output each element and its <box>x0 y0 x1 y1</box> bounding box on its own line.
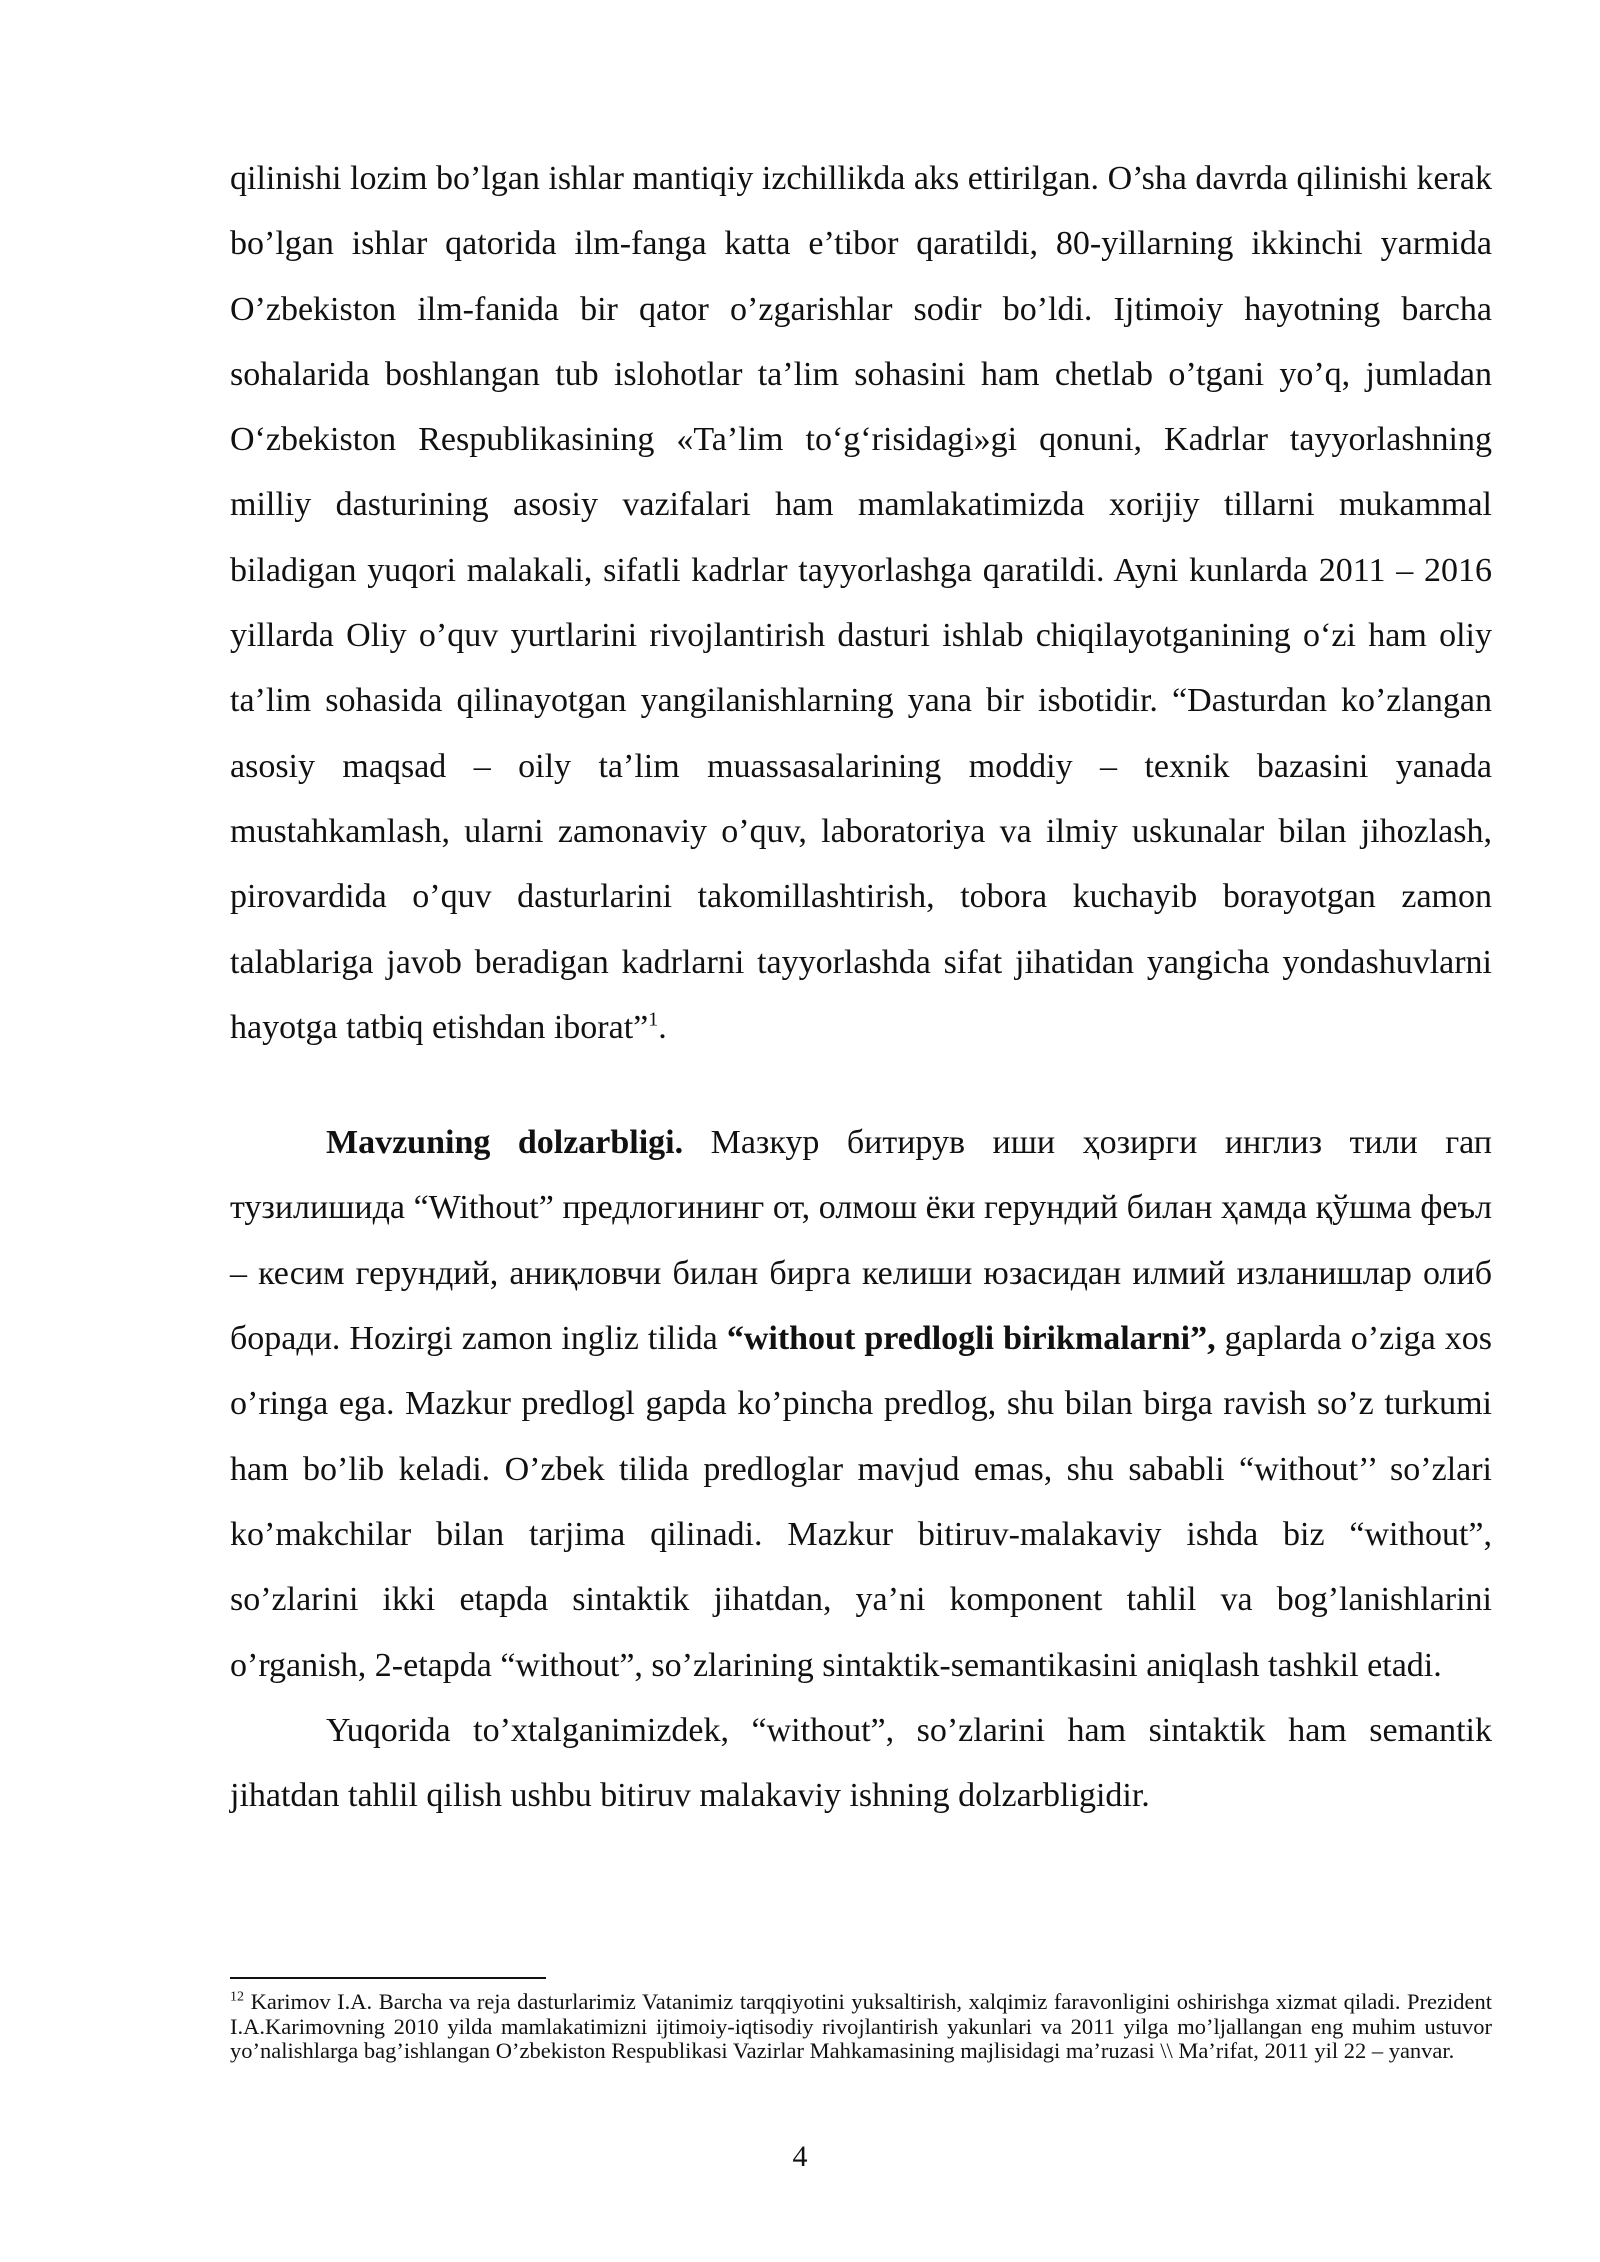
footnote-text: Karimov I.A. Barcha va reja dasturlarimiz Vatanimiz tarqqiyotini yuksaltirish, xalqimiz faravonligini oshirishga xizmat qiladi. Prezident I.A.Karimovning 2010 yilda mamlakatimizni ijtimoiy-iqtisodiy rivojlantirish yakunlari va 2011 yilga mo’ljallangan eng muhim ustuvor yo’nalishlarga bag’ishlangan O’zbekiston Respublikasi Vazirlar Mahkamasining majlisidagi ma’ruzasi \\ Ma’rifat, 2011 yil 22 – yanvar. <box>230 1989 1492 2063</box>
paragraph-relevance-text-a: Мазкур битирув иши ҳозирги инглиз тили гап тузилишида “Without” предлогининг от, олмош ёки герундий билан ҳамда қўшма феъл – кесим герундий, аниқловчи билан бирга келиши юзасидан илмий изланишлар олиб боради. Hozirgi zamon ingliz tilida <box>230 1124 1492 1358</box>
paragraph-conclusion: Yuqorida to’xtalganimizdek, “without”, so’zlarini ham sintaktik ham semantik jihatdan tahlil qilish ushbu bitiruv malakaviy ishning dolzarbligidir. <box>230 1711 1492 1815</box>
paragraph-relevance-text-b: gaplarda o’ziga xos o’ringa ega. Mazkur predlogl gapda ko’pincha predlog, shu bilan birga ravish so’z turkumi ham bo’lib keladi. O’zbek tilida predloglar mavjud emas, shu sababli “without’’ so’zlari ko’makchilar bilan tarjima qilinadi. Mazkur bitiruv-malakaviy ishda biz “without”, so’zlarini ikki etapda sintaktik jihatdan, ya’ni komponent tahlil va bog’lanishlarini o’rganish, 2-etapda “without”, so’zlarining sintaktik-semantikasini aniqlash tashkil etadi. <box>230 1320 1492 1684</box>
paragraph-intro-end: . <box>658 1008 667 1046</box>
paragraph-intro-text: qilinishi lozim bo’lgan ishlar mantiqiy izchillikda aks ettirilgan. O’sha davrda qilinishi kerak bo’lgan ishlar qatorida ilm-fanga katta e’tibor qaratildi, 80-yillarning ikkinchi yarmida O’zbekiston ilm-fanida bir qator o’zgarishlar sodir bo’ldi. Ijtimoiy hayotning barcha sohalarida boshlangan tub islohotlar ta’lim sohasini ham chetlab o’tgani yo’q, jumladan O‘zbekiston Respublikasining «Ta’lim to‘g‘risidagi»gi qonuni, Kadrlar tayyorlashning milliy dasturining asosiy vazifalari ham mamlakatimizda xorijiy tillarni mukammal biladigan yuqori malakali, sifatli kadrlar tayyorlashga qaratildi. Ayni kunlarda 2011 – 2016 yillarda Oliy o’quv yurtlarini rivojlantirish dasturi ishlab chiqilayotganining o‘zi ham oliy ta’lim sohasida qilinayotgan yangilanishlarning yana bir isbotidir. “Dasturdan ko’zlangan asosiy maqsad – oily ta’lim muassasalarining moddiy – texnik bazasini yanada mustahkamlash, ularni zamonaviy o’quv, laboratoriya va ilmiy uskunalar bilan jihozlash, pirovardida o’quv dasturlarini takomillashtirish, tobora kuchayib borayotgan zamon talablariga javob beradigan kadrlarni tayyorlashda sifat jihatidan yangicha yondashuvlarni hayotga tatbiq etishdan iborat” <box>230 160 1492 1046</box>
footnote-marker: 12 <box>230 1989 244 2005</box>
page-number: 4 <box>792 2140 808 2173</box>
section-heading: Mavzuning dolzarbligi. <box>326 1124 684 1162</box>
footnote-reference[interactable]: 1 <box>648 1008 659 1031</box>
paragraph-intro <box>230 146 1492 1060</box>
footnote-divider <box>230 1977 546 1979</box>
footnote <box>230 1990 1492 2064</box>
paragraph-gap <box>230 1060 1492 1110</box>
bold-phrase: “without predlogli birikmalarni”, <box>726 1320 1216 1358</box>
paragraph-relevance <box>230 1110 1492 1698</box>
body-text <box>230 146 1492 1828</box>
